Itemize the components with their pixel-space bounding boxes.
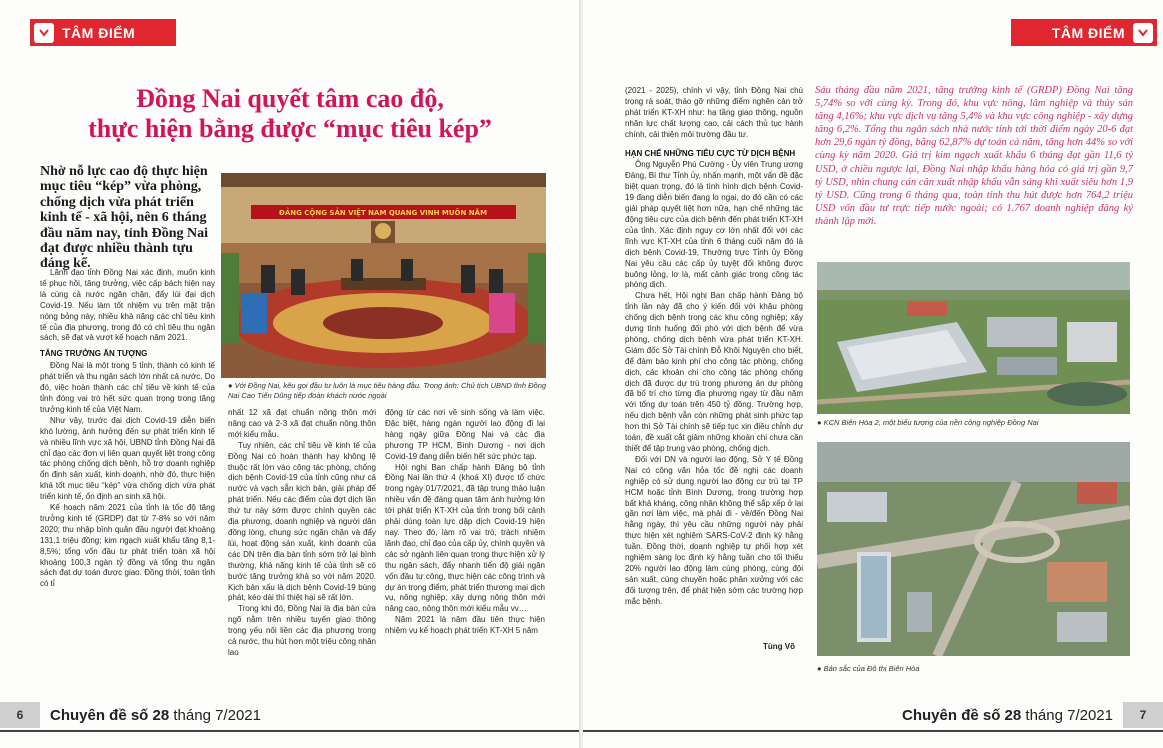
meeting-photo [221,173,546,378]
caption-text: Bản sắc của Đô thị Biên Hòa [823,664,920,673]
caption-text: Với Đồng Nai, kêu gọi đầu tư luôn là mục tiêu hàng đầu. Trong ảnh: Chủ tịch UBND tỉnh Đồng Nai Cao Tiến Dũng tiếp đoàn khách nước ngoài [228,381,547,400]
footer-left [0,700,271,730]
section-tag-right [1011,19,1157,46]
page-number: 6 [0,702,40,728]
column-4 [625,86,803,640]
bullet-icon: ● [817,664,822,673]
publication-info [50,707,261,724]
paragraph: nhất 12 xã đạt chuẩn nông thôn mới nâng cao và 2-3 xã đạt chuẩn nông thôn mới kiểu mẫu. [228,408,376,439]
footer-rule [0,730,580,732]
pub-issue: 28 [152,706,170,724]
industrial-park-photo [817,262,1130,414]
left-page [0,0,580,748]
page-number: 7 [1123,702,1163,728]
pub-date: tháng 7/2021 [173,706,261,724]
pub-prefix: Chuyên đề số [902,706,1001,724]
paragraph: Hội nghị Ban chấp hành Đảng bộ tỉnh Đồng Nai lần thứ 4 (khoá XI) được tổ chức trong ngày 01/7/2021, đã tập trung thảo luận nhiều vấn đề đáng quan tâm ảnh hưởng lớn tới phát triển KT-XH của tỉnh trong bối cảnh phải dùng toàn lực dập dịch Covid-19 hiện nay. Theo đó, làm rõ vai trò, trách nhiệm lãnh đạo, chỉ đạo của cấp ủy, chính quyền và các sở ngành liên quan trong thực hiện xử lý thu ngân sách, đẩy nhanh tiến độ giải ngân vốn đầu tư công, thực hiện các công trình và dự án trọng điểm, phát triển thương mại dịch vụ, nông nghiệp, xây dựng nông thôn mới nâng cao, nông thôn mới kiểu mẫu vv… [385,462,545,614]
article-lead: Nhờ nỗ lực cao độ thực hiện mục tiêu “kép” vừa phòng, chống dịch vừa phát triển kinh tế - xã hội, nên 6 tháng đầu năm nay, tỉnh Đồng Nai đạt được nhiều thành tựu đáng kể. [40,164,209,272]
section-heading: TĂNG TRƯỞNG ẤN TƯỢNG [40,349,148,359]
bullet-icon: ● [817,418,822,427]
paragraph: Như vậy, trước đại dịch Covid-19 diễn biến khó lường, ảnh hưởng đến sự phát triển kinh tế và nhiều lĩnh vực xã hội, UBND tỉnh Đồng Nai đã chỉ đạo các đơn vị liên quan quyết liệt trong công tác phòng chống dịch bệnh, hỗ trợ doanh nghiệp ổn định sản xuất, kinh doanh, nhờ đó, thực hiện khá tốt mục tiêu “kép” vừa chống dịch vừa phát triển kinh tế, ổn định an sinh xã hội. [40,415,215,502]
author-signature: Tùng Võ [763,642,795,651]
section-tag-label: TÂM ĐIỂM [62,24,136,41]
caption-text: KCN Biên Hòa 2, một biểu tượng của nền công nghiệp Đồng Nai [823,418,1039,427]
paragraph: Đối với DN và người lao động, Sở Y tế Đồng Nai có công văn hỏa tốc đề nghị các doanh nghiệp có sử dụng người lao động cư trú tại TP HCM hoặc tỉnh Bình Dương, trong trường hợp bất khả kháng, công nhân không thể sắp xếp ở lại gần nơi làm việc, mà phải đi - về/đến Đồng Nai hằng ngày, thì yêu cầu những người này phải thực hiện xét nghiệm SARS-CoV-2 định kỳ hằng tuần. Đồng thời, doanh nghiệp tự phối hợp xét nghiệm sàng lọc định kỳ hằng tuần cho tối thiểu 20% người lao động làm cùng phòng, cùng đội sản xuất, cùng chuyền hoặc phân xưởng với các đối tượng trên, để phát hiện sớm các trường hợp mắc bệnh. [625,454,803,606]
footer-right [892,700,1163,730]
title-line-2: thực hiện bằng được “mục tiêu kép” [88,114,492,143]
article-title [0,84,580,144]
right-page [583,0,1163,748]
section-tag-label: TÂM ĐIỂM [1051,24,1125,41]
section-tag-left [30,19,176,46]
highlight-quote: Sáu tháng đầu năm 2021, tăng trưởng kinh tế (GRDP) Đồng Nai tăng 5,74% so với cùng kỳ. Trong đó, khu vực nông, lâm nghiệp và thủy sản tăng 4,16%; khu vực dịch vụ tăng 5,4% và khu vực công nghiệp - xây dựng tăng 6,2%. Tổng thu ngân sách nhà nước tỉnh tới thời điểm ngày 20-6 đạt hơn 29,6 ngàn tỷ đồng, bằng 62,87% dự toán cả năm, tăng hơn 44% so với cùng kỳ năm 2020. Giá trị kim ngạch xuất khẩu 6 tháng đạt gần 11,6 tỷ USD, ở chiều ngược lại, Đồng Nai nhập khẩu hàng hóa có giá trị gần 9,7 tỷ USD, nhìn chung cán cân xuất nhập khẩu vẫn sáng khi xuất siêu hơn 1,9 tỷ USD. Cũng trong 6 tháng qua, toàn tỉnh thu hút được hơn 764,2 triệu USD vốn đầu tư trực tiếp nước ngoài; có 1.767 doanh nghiệp đăng ký thành lập mới. [815,85,1133,227]
bullet-icon: ● [228,381,233,390]
city-photo [817,442,1130,656]
industrial-park-caption [817,418,1130,428]
section-heading: HẠN CHẾ NHỮNG TIÊU CỰC TỪ DỊCH BỆNH [625,148,796,158]
column-1 [40,268,215,668]
paragraph: động từ các nơi về sinh sống và làm việc. Đặc biệt, hàng ngàn người lao động đi lại hàng ngày giữa Đồng Nai và các địa phương TP HCM, Bình Dương - nơi dịch Covid-19 đang diễn biến hết sức phức tạp. [385,408,545,461]
paragraph: Trong khi đó, Đồng Nai là địa bàn cửa ngõ nằm trên nhiều tuyến giao thông trọng yếu nối liền các địa phương trong cả nước, thu hút hơn một triệu công nhân lao [228,604,376,657]
meeting-photo-caption [228,381,548,401]
column-2 [228,408,376,668]
pub-issue: 28 [1004,706,1022,724]
chevron-down-icon [34,23,54,43]
paragraph: (2021 - 2025), chính vì vậy, tỉnh Đồng Nai chú trọng rà soát, tháo gỡ những điểm nghẽn cản trở phát triển KT-XH như: hạ tầng giao thông, nguồn nhân lực chất lượng cao, cải cách thủ tục hành chính, cải thiện môi trường đầu tư. [625,86,803,139]
paragraph: Đồng Nai là một trong 5 tỉnh, thành có kinh tế phát triển và thu ngân sách lớn nhất cả nước. Do đó, việc hoàn thành các chỉ tiêu về kinh tế của tỉnh đóng vai trò hết sức quan trọng trong tăng trưởng kinh tế của Việt Nam. [40,361,215,414]
paragraph: Tuy nhiên, các chỉ tiêu về kinh tế của Đồng Nai có hoàn thành hay không lệ thuộc rất lớn vào công tác phòng, chống dịch bệnh Covid-19 của tỉnh cũng như cả nước và vạch sẵn kịch bản, giải pháp để phát triển. Nếu các điểm của đợt dịch lần thứ tư này sớm được chính quyền các địa phương, doanh nghiệp và người dân đồng lòng, chung sức ngăn chặn và đẩy lùi, hoạt động sản xuất, kinh doanh của các DN trên địa bàn tỉnh sớm trở lại bình thường, khả năng kinh tế của tỉnh sẽ có bước tăng trưởng khả so với năm 2020. Kịch bản xấu là dịch bệnh Covid-19 bùng phát, kéo dài thì thiệt hại sẽ rất lớn. [228,440,376,603]
footer-rule [583,730,1163,732]
pub-date: tháng 7/2021 [1025,706,1113,724]
paragraph: Năm 2021 là năm đầu tiên thực hiện nhiệm vụ kế hoạch phát triển KT-XH 5 năm [385,615,545,636]
paragraph: Lãnh đạo tỉnh Đồng Nai xác định, muốn kinh tế phục hồi, tăng trưởng, việc cấp bách hiện nay là cùng cả nước ngăn chặn, đẩy lùi đại dịch Covid-19. Nếu làm tốt nhiệm vụ trên mặt trận nóng bỏng này, nhiều khả năng các chỉ tiêu kinh tế của địa phương, trong đó có chỉ tiêu thu ngân sách, sẽ đạt và vượt kế hoạch năm 2021. [40,268,215,343]
paragraph: Ông Nguyễn Phú Cường - Ủy viên Trung ương Đảng, Bí thư Tỉnh ủy, nhấn mạnh, một vấn đề đặc biệt quan trọng, đó là tình hình dịch bệnh Covid-19 đang diễn biến đang lo ngại, do đó cần có các giải pháp quyết liệt hơn nữa, hạn chế những tác động tiêu cực của dịch bệnh đến phát triển KT-XH của tỉnh. Xác định nguy cơ lớn nhất đối với các lĩnh vực KT-XH của tỉnh 6 tháng cuối năm đó là dịch bệnh Covid-19, Thường trực Tỉnh ủy Đồng Nai yêu cầu các cấp ủy tuyệt đối không được buông lỏng, lơ là, mất cảnh giác trong công tác phòng dịch. [625,160,803,290]
paragraph: Kế hoạch năm 2021 của tỉnh là tốc độ tăng trưởng kinh tế (GRDP) đạt từ 7-8% so với năm 2020; thu nhập bình quân đầu người đạt khoảng 131,1 triệu đồng; kim ngạch xuất khẩu tăng 8,1-8,5%; tổng vốn đầu tư phát triển toàn xã hội khoảng 100,3 ngàn tỷ đồng và tổng thu ngân sách đạt dự toán được giao. Đồng thời, toàn tỉnh có tỉ [40,503,215,589]
publication-info [902,707,1113,724]
city-photo-caption [817,664,1130,674]
title-line-1: Đồng Nai quyết tâm cao độ, [136,84,444,113]
chevron-down-icon [1133,23,1153,43]
photo-banner-text: ĐẢNG CỘNG SẢN VIỆT NAM QUANG VINH MUÔN NĂM [278,209,488,217]
column-3 [385,408,545,668]
pub-prefix: Chuyên đề số [50,706,149,724]
paragraph: Chưa hết, Hội nghị Ban chấp hành Đảng bộ tỉnh lần này đã cho ý kiến đối với khâu phòng chống dịch bệnh trong các khu công nghiệp; xây dựng tình huống đối phó với dịch bệnh để vừa phòng, chống dịch bệnh vừa phát triển KT-XH. Giám đốc Sở Tài chính Đỗ Khôi Nguyên cho biết, để đảm bảo kinh phí cho công tác phòng, chống dịch, các khoản chi cho công tác phòng chống dịch đã được dự trù trong phương án dự phòng đã bố trí cho từng địa phương ngay từ đầu năm với tổng dự toán trên 450 tỷ đồng. Trường hợp, nếu dịch bệnh vẫn còn những phát sinh phức tạp hơn thì Sở Tài chính sẽ tiếp tục xin điều chỉnh dự toán, đề xuất cắt giảm những khoản chi chưa cần thiết để tập trung vào phòng, chống dịch. [625,291,803,453]
